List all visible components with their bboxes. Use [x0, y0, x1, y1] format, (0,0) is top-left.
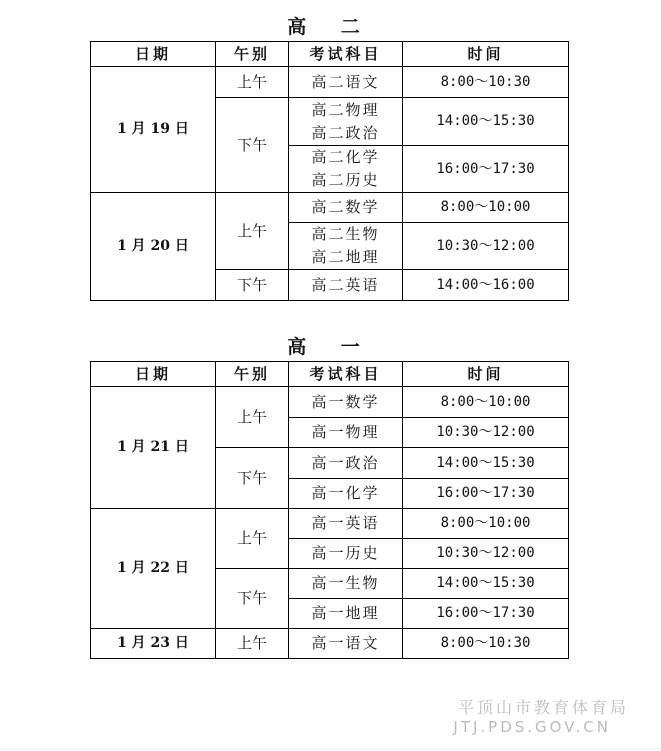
watermark-url: JTJ.PDS.GOV.CN: [453, 718, 611, 736]
subject-cell: 高二语文: [289, 67, 403, 98]
time-cell: 16:00～17:30: [403, 146, 569, 193]
table-row: [91, 67, 569, 98]
col-header-date: 日期: [91, 362, 216, 387]
period-cell: 下午: [216, 98, 289, 193]
time-cell: 14:00～15:30: [403, 569, 569, 599]
time-cell: 8:00～10:00: [403, 387, 569, 418]
divider: [0, 748, 661, 749]
subject-line: 高二物理: [311, 100, 380, 119]
grade2-title: 高 二: [287, 16, 374, 38]
header-row: [91, 42, 569, 67]
subject-cell: 高二数学: [289, 193, 403, 223]
period-cell: 下午: [216, 448, 289, 509]
time-cell: 14:00～16:00: [403, 270, 569, 301]
col-header-subject: 考试科目: [289, 42, 403, 67]
subject-line: 高二地理: [311, 248, 380, 266]
subject-cell: 高二英语: [289, 270, 403, 301]
subject-cell: 高一生物: [289, 569, 403, 599]
period-cell: 上午: [216, 509, 289, 569]
grade2-schedule-table: [90, 41, 569, 301]
time-cell: 8:00～10:30: [403, 67, 569, 98]
time-cell: 14:00～15:30: [403, 448, 569, 479]
date-cell: 1 月 21 日: [91, 387, 216, 509]
period-cell: 下午: [216, 569, 289, 629]
subject-line: 高二历史: [311, 171, 380, 189]
subject-cell: 高一化学: [289, 479, 403, 509]
period-cell: 上午: [216, 629, 289, 659]
subject-cell: 高一数学: [289, 387, 403, 418]
time-cell: 10:30～12:00: [403, 223, 569, 270]
col-header-period: 午别: [216, 362, 289, 387]
time-cell: 8:00～10:00: [403, 193, 569, 223]
grade1-schedule-table: [90, 361, 569, 659]
subject-cell: 高一政治: [289, 448, 403, 479]
period-cell: 上午: [216, 387, 289, 448]
subject-cell: [289, 223, 403, 270]
subject-line: 高二化学: [311, 148, 380, 166]
time-cell: 8:00～10:30: [403, 629, 569, 659]
watermark-org: 平顶山市教育体育局: [457, 698, 629, 717]
col-header-period: 午别: [216, 42, 289, 67]
time-cell: 16:00～17:30: [403, 599, 569, 629]
time-cell: 10:30～12:00: [403, 539, 569, 569]
subject-cell: 高一英语: [289, 509, 403, 539]
header-row: [91, 362, 569, 387]
period-cell: 上午: [216, 193, 289, 270]
date-cell: 1 月 20 日: [91, 193, 216, 301]
period-cell: 上午: [216, 67, 289, 98]
subject-cell: 高一语文: [289, 629, 403, 659]
date-cell: 1 月 19 日: [91, 67, 216, 193]
subject-cell: [289, 146, 403, 193]
col-header-subject: 考试科目: [289, 362, 403, 387]
subject-cell: 高一物理: [289, 418, 403, 448]
table-row: [91, 629, 569, 659]
table-row: [91, 387, 569, 418]
subject-cell: 高一地理: [289, 599, 403, 629]
subject-cell: [289, 98, 403, 146]
subject-line: 高二政治: [311, 123, 380, 142]
col-header-date: 日期: [91, 42, 216, 67]
subject-line: 高二生物: [311, 225, 380, 243]
time-cell: 10:30～12:00: [403, 418, 569, 448]
period-cell: 下午: [216, 270, 289, 301]
date-cell: 1 月 22 日: [91, 509, 216, 629]
table-row: [91, 193, 569, 223]
subject-cell: 高一历史: [289, 539, 403, 569]
col-header-time: 时间: [403, 42, 569, 67]
table-row: [91, 509, 569, 539]
grade1-title: 高 一: [287, 336, 374, 358]
col-header-time: 时间: [403, 362, 569, 387]
time-cell: 16:00～17:30: [403, 479, 569, 509]
time-cell: 14:00～15:30: [403, 98, 569, 146]
date-cell: 1 月 23 日: [91, 629, 216, 659]
time-cell: 8:00～10:00: [403, 509, 569, 539]
